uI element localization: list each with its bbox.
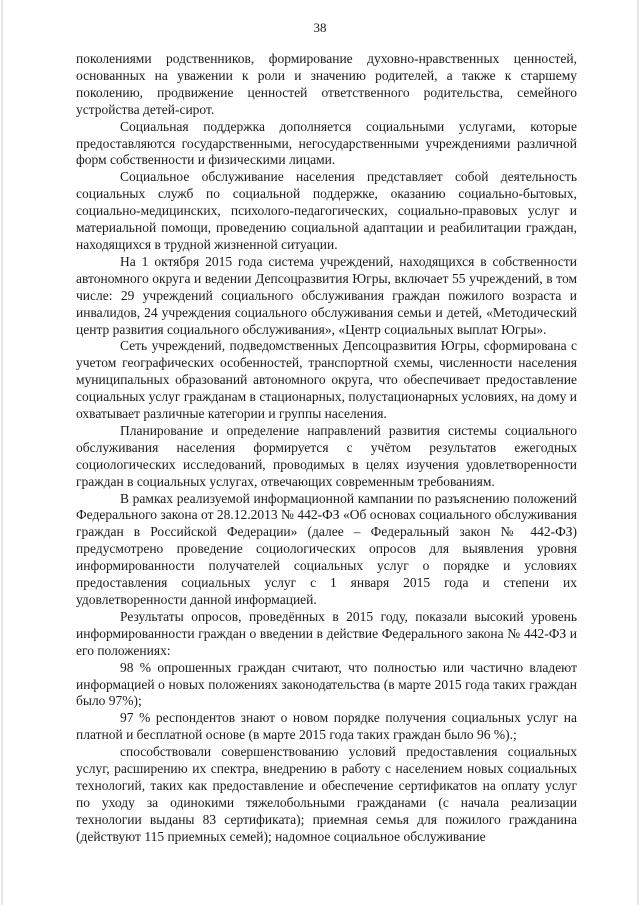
paragraph-result-97: 97 % респондентов знают о новом порядке получения социальных услуг на платной и бесплатной основе (в марте 2015 года таких граждан было 96 %).; xyxy=(76,710,577,743)
document-body xyxy=(76,51,577,846)
paragraph-info-campaign: В рамках реализуемой информационной кампании по разъяснению положений Федерального закона от 28.12.2013 № 442-ФЗ «Об основах социального обслуживания граждан в Российской Федерации» (далее – Федеральный закон № 442-ФЗ) предусмотрено проведение социологических опросов для выявления уровня информированности получателей социальных услуг о порядке и условиях предоставления социальных услуг с 1 января 2015 года и степени их удовлетворенности данной информацией. xyxy=(76,490,577,607)
paragraph-planning: Планирование и определение направлений развития системы социального обслуживания населения формируется с учётом результатов ежегодных социологических исследований, проводимых в целях изучения удовлетворенности граждан в социальных услугах, отвечающих современным требованиям. xyxy=(76,422,577,489)
paragraph-result-98: 98 % опрошенных граждан считают, что полностью или частично владеют информацией о новых положениях законодательства (в марте 2015 года таких граждан было 97%); xyxy=(76,659,577,709)
paragraph-continuation: поколениями родственников, формирование духовно-нравственных ценностей, основанных на уважении к роли и значению родителей, а также к старшему поколению, продвижение ценностей ответственного родительства, семейного устройства детей-сирот. xyxy=(76,51,577,117)
paragraph-improvements: способствовали совершенствованию условий предоставления социальных услуг, расширению их спектра, внедрению в работу с населением новых социальных технологий, таких как предоставление и обеспечение сертификатов на оплату услуг по уходу за одинокими тяжелобольными гражданами (с начала реализации технологии выданы 83 сертификата); приемная семья для пожилого гражданина (действуют 115 приемных семей); надомное социальное обслуживание xyxy=(76,744,577,844)
page-number: 38 xyxy=(313,20,327,35)
paragraph-network: Сеть учреждений, подведомственных Депсоцразвития Югры, сформирована с учетом географических особенностей, транспортной схемы, численности населения муниципальных образований автономного округа, что обеспечивает предоставление социальных услуг гражданам в стационарных, полустационарных условиях, на дому и охватывает различные категории и группы населения. xyxy=(76,338,577,422)
paragraph-survey-results: Результаты опросов, проведённых в 2015 году, показали высокий уровень информированности граждан о введении в действие Федерального закона № 442-ФЗ и его положениях: xyxy=(76,608,577,658)
scan-edge-left xyxy=(1,0,3,905)
paragraph-institution-count: На 1 октября 2015 года система учреждений, находящихся в собственности автономного округа и ведении Депсоцразвития Югры, включает 55 учреждений, в том числе: 29 учреждений социального обслуживания граждан пожилого возраста и инвалидов, 24 учреждения социального обслуживания семьи и детей, «Методический центр развития социального обслуживания», «Центр социальных выплат Югры». xyxy=(76,253,577,337)
paragraph-social-service-definition: Социальное обслуживание населения представляет собой деятельность социальных служб по социальной поддержке, оказанию социально-бытовых, социально-медицинских, психолого-педагогических, социально-правовых услуг и материальной помощи, проведению социальной адаптации и реабилитации граждан, находящихся в трудной жизненной ситуации. xyxy=(76,169,577,252)
paragraph-social-support: Социальная поддержка дополняется социальными услугами, которые предоставляются государственными, негосударственными учреждениями различной форм собственности и физическими лицами. xyxy=(76,118,577,168)
scan-edge-right xyxy=(637,0,639,905)
